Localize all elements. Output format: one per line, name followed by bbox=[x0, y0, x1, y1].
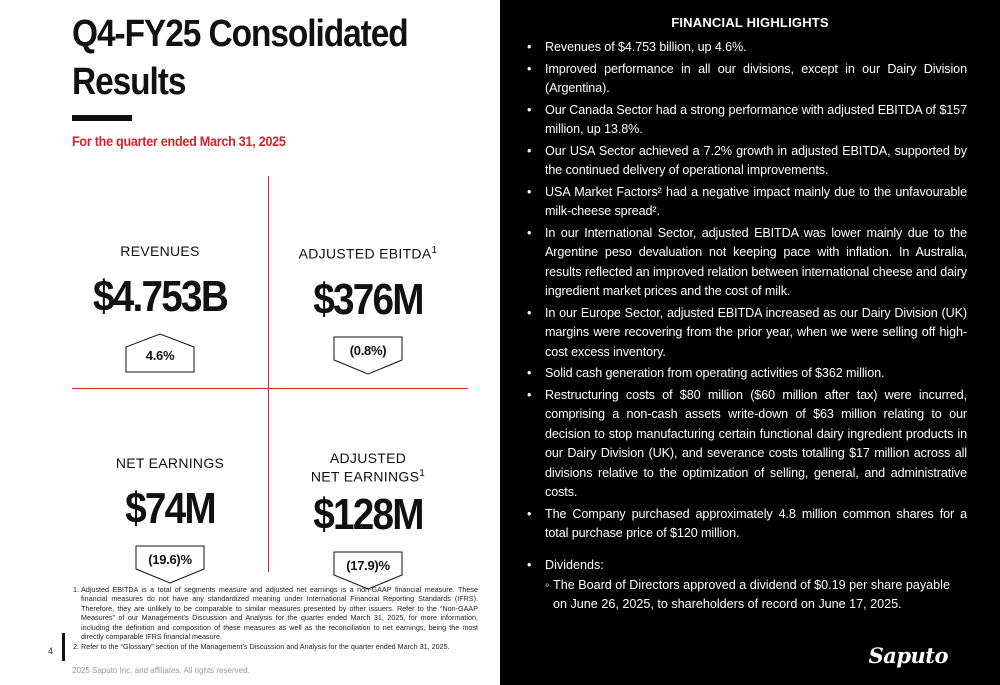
list-item: • In our International Sector, adjusted EBITDA was lower mainly due to the Argentine peso devaluation not keeping pace with inflation. In Australia, results reflected an improved relation between international cheese and dairy ingredient market prices and the cost of milk. bbox=[527, 224, 967, 302]
metric-value: $4.753B bbox=[92, 272, 228, 321]
footnote-2: 2. Refer to the “Glossary” section of the Management’s Discussion and Analysis for the quarter ended March 31, 2025. bbox=[81, 642, 478, 651]
dividends-item: ◦ The Board of Directors approved a dividend of $0.19 per share payable on June 26, 2025, to shareholders of record on June 17, 2025. bbox=[527, 576, 967, 615]
footnotes bbox=[72, 585, 478, 653]
list-item: • Revenues of $4.753 billion, up 4.6%. bbox=[527, 38, 967, 58]
change-badge-up bbox=[125, 333, 195, 373]
metric-revenues bbox=[65, 243, 255, 373]
change-value: (0.8%) bbox=[349, 342, 387, 358]
metric-adjusted-net-earnings bbox=[273, 450, 463, 591]
list-item: • The Company purchased approximately 4.8 million common shares for a total purchase price of $120 million. bbox=[527, 505, 967, 544]
highlights-list bbox=[527, 38, 967, 546]
dividends-heading: • Dividends: bbox=[527, 556, 967, 576]
change-value: (19.6)% bbox=[148, 552, 192, 567]
list-item: • In our Europe Sector, adjusted EBITDA increased as our Dairy Division (UK) margins were recovering from the prior year, when we were selling off high-cost excess inventory. bbox=[527, 304, 967, 363]
metric-label: ADJUSTED NET EARNINGS$^1$ bbox=[310, 450, 426, 485]
metric-label: ADJUSTED EBITDA$^1$ bbox=[298, 245, 438, 262]
change-badge-down bbox=[135, 545, 205, 585]
metric-value: $74M bbox=[125, 484, 215, 533]
title-line-1: Q4-FY25 Consolidated bbox=[72, 13, 408, 55]
change-badge-down bbox=[333, 336, 403, 376]
footnote-1: 1. Adjusted EBITDA is a total of segments measure and adjusted net earnings is a non-GAAP financial measure. These financial measures do not have any standardized meaning under International Financial Reporting Standards (IFRS). Therefore, they are unlikely to be comparable to similar measures presented by other issuers. Refer to the “Non-GAAP Measures” of our Management’s Discussion and Analysis for the quarter ended March 31, 2025, for more information, including the definition and composition of these measures as well as the reconciliation to net earnings, being the most directly comparable IFRS financial measure. bbox=[81, 585, 478, 641]
list-item: • Restructuring costs of $80 million ($60 million after tax) were incurred, comprising a non-cash assets write-down of $63 million relating to our decision to stop manufacturing certain functional dairy ingredient products in our Dairy Division (UK), and severance costs totalling $17 million across all divisions relative to the optimization of selling, general, and administrative costs. bbox=[527, 386, 967, 503]
dividends-section bbox=[527, 556, 967, 615]
page-subtitle: For the quarter ended March 31, 2025 bbox=[72, 133, 286, 149]
right-panel bbox=[500, 0, 1000, 685]
page-title bbox=[72, 10, 442, 106]
page-number: 4 bbox=[48, 646, 54, 656]
change-value: (17.9)% bbox=[346, 557, 390, 573]
list-item: • Our USA Sector achieved a 7.2% growth in adjusted EBITDA, supported by the continued delivery of operational improvements. bbox=[527, 142, 967, 181]
saputo-logo: Saputo bbox=[868, 643, 948, 668]
grid-divider-vertical bbox=[268, 176, 269, 572]
title-underline bbox=[72, 115, 132, 121]
metric-value: $376M bbox=[313, 274, 423, 324]
copyright: 2025 Saputo Inc. and affiliates. All rights reserved. bbox=[72, 666, 250, 675]
list-item: • Our Canada Sector had a strong performance with adjusted EBITDA of $157 million, up 13.8%. bbox=[527, 101, 967, 140]
page-number-bar bbox=[62, 633, 65, 661]
change-value: 4.6% bbox=[145, 348, 175, 363]
list-item: • USA Market Factors² had a negative impact mainly due to the unfavourable milk-cheese spread². bbox=[527, 183, 967, 222]
list-item: • Improved performance in all our divisions, except in our Dairy Division (Argentina). bbox=[527, 60, 967, 99]
metric-label: NET EARNINGS bbox=[115, 455, 225, 471]
metric-net-earnings bbox=[75, 455, 265, 585]
highlights-heading: FINANCIAL HIGHLIGHTS bbox=[671, 15, 829, 30]
title-line-2: Results bbox=[72, 61, 186, 103]
metric-adjusted-ebitda bbox=[273, 243, 463, 376]
metric-label: REVENUES bbox=[120, 243, 200, 259]
metric-value: $128M bbox=[313, 489, 423, 539]
list-item: • Solid cash generation from operating activities of $362 million. bbox=[527, 364, 967, 384]
grid-divider-horizontal bbox=[72, 388, 468, 389]
